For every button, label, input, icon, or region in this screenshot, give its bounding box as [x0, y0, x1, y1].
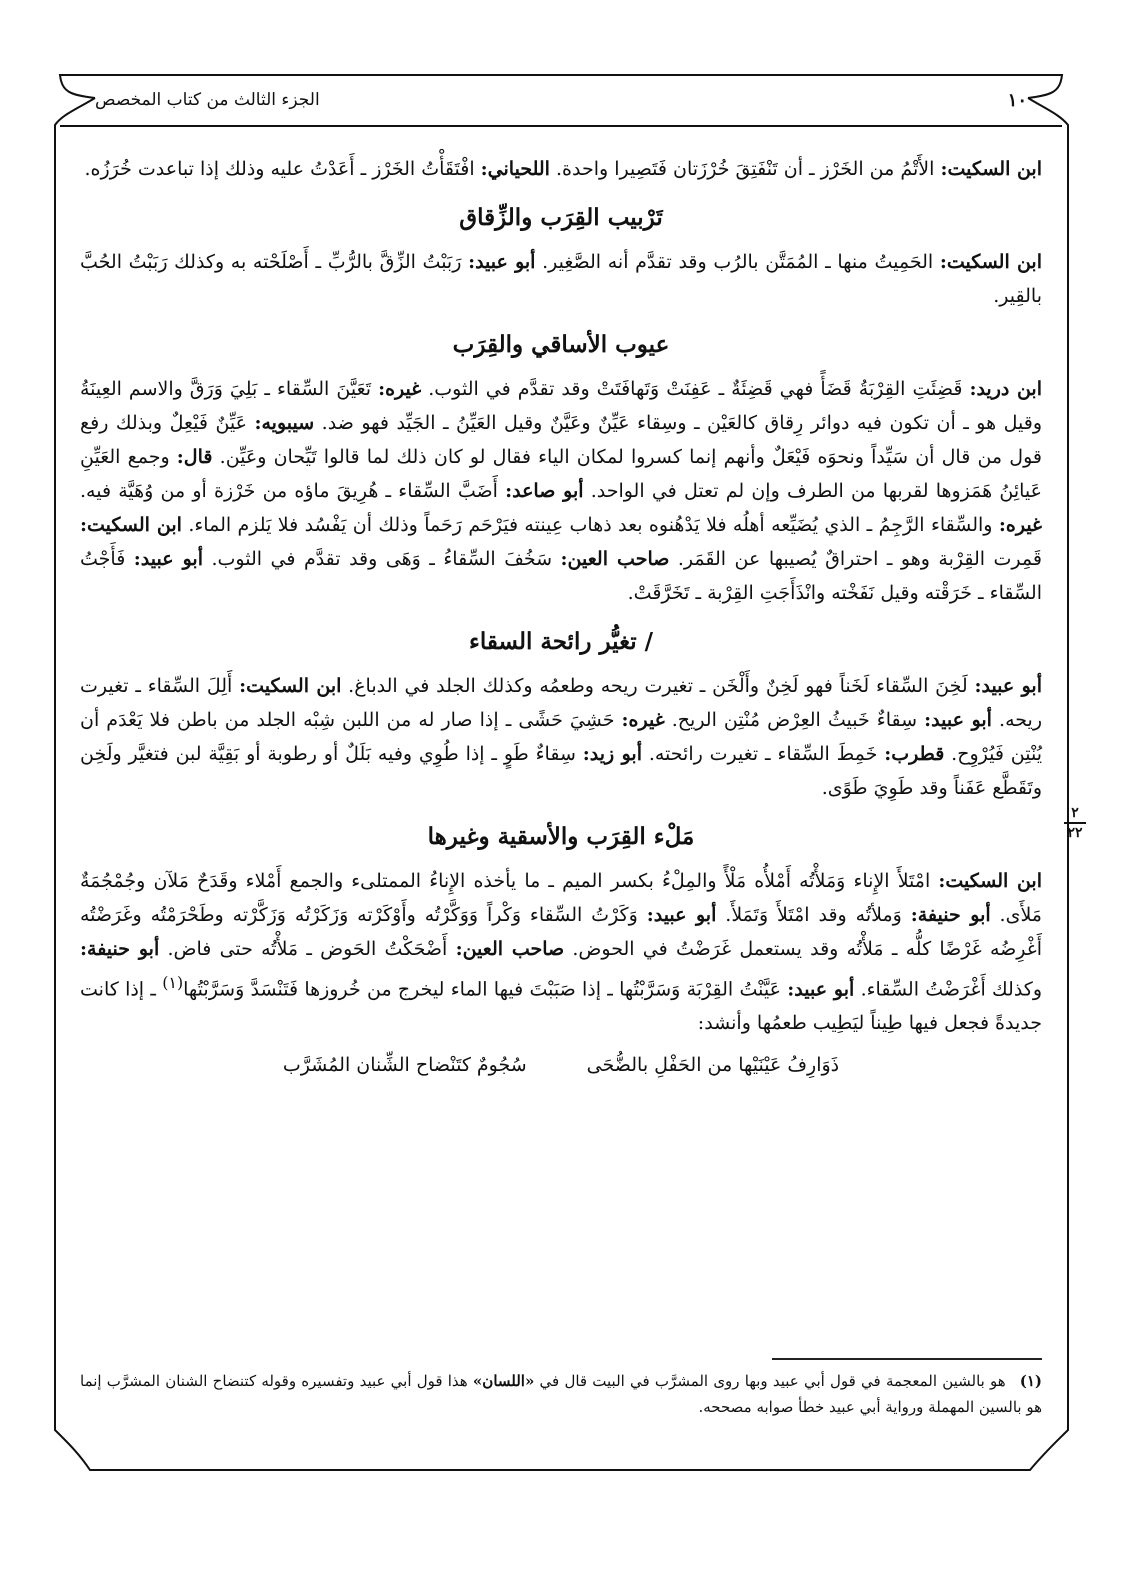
margin-marker-bottom: ٢٢: [1067, 825, 1083, 841]
source-name: قطرب:: [884, 743, 945, 765]
page-header: [95, 90, 1027, 116]
paragraph-text: عَيِّنٌ فَيْعِلٌ وبذلك رفع قول من قال أن سَيِّداً ونحوَه فَيْعَلٌ وأنهم إنما كسروا لمكان الياء فقال لو كان ذلك لما قالوا تَيِّحان وعَيِّن.: [80, 412, 1042, 468]
source-name: ابن السكيت:: [940, 158, 1042, 180]
source-name: غيره:: [621, 709, 665, 731]
source-name: ابن السكيت:: [80, 514, 182, 536]
source-name: أبو حنيفة:: [80, 938, 160, 960]
paragraph-text: وجمع العَيِّنِ عَيائِنُ هَمَزوها لقربها من الطرف وإن لم تعتل في الواحد.: [80, 446, 1042, 502]
source-name: قال:: [176, 446, 213, 468]
page-content: [80, 152, 1042, 1076]
paragraph-text: قَضِئَتِ القِرْبَةُ قَضَأً فهي قَضِئَةٌ ـ عَفِنَتْ وَتَهافَتَتْ وقد تقدَّم في الثوب.: [421, 378, 970, 400]
paragraph-text: وَكَرْتُ السِّقاء وَكْراً وَوَكَّرْتُه وأَوْكَرْته وَزَكَرْتُه وَزَكَّرْته وطَحْرَمْتُه وغَرَضْتُه أَغْرِضُه غَرْضًا كلُّه ـ مَلأْتُه وقد يستعمل غَرَضْتُ في الحوض.: [80, 904, 1042, 960]
paragraph-text: خَمِطَ السِّقاء ـ تغيرت رائحته.: [641, 743, 885, 765]
source-name: سيبويه:: [254, 412, 315, 434]
paragraph-text: افْتَقَأْتُ الخَرْز ـ أَعَدْتُ عليه وذلك إذا تباعدت خُرَزُه.: [84, 158, 481, 180]
paragraph-text: أَضْحَكْتُ الحَوض ـ مَلأْتُه حتى فاض.: [159, 938, 456, 960]
paragraph-text: سِقاءٌ خَبيثُ العِرْض مُنْتِن الريح.: [664, 709, 925, 731]
source-name: اللحياني:: [480, 158, 550, 180]
section-heading-taghayyur: / تغيُّر رائحة السقاء: [469, 628, 653, 655]
section1-paragraph: [80, 245, 1042, 313]
source-name: أبو عبيد:: [133, 548, 204, 570]
paragraph-text: حَشِيَ حَشًى ـ إذا صار له من اللبن شِبْه الجلد من باطن فلا يَعْدَم أن يُنْتِن فَيُرْوِح.: [80, 709, 1042, 765]
paragraph-text: امْتَلأَ الإِناء وَمَلأْتُه أَمْلأُه مَلْأً والمِلْءُ بكسر الميم ـ ما يأخذه الإِناءُ الممتلىء والجمع أَمْلاء وقَدَحٌ مَلآن وجُمْجُمَةٌ مَلأَى.: [80, 870, 1042, 926]
source-name: ابن دريد:: [969, 378, 1042, 400]
paragraph-text: سَخُفَ السِّقاءُ ـ وَهَى وقد تقدَّم في الثوب.: [203, 548, 561, 570]
footnote-text: هذا قول أبي عبيد وتفسيره وقوله كتنضاح الشنان المشرَّب إنما هو بالسين المهملة ورواية أبي عبيد خطأ صوابه مصححه.: [80, 1372, 1042, 1416]
footnote-reference: (١): [162, 973, 184, 992]
paragraph-text: أَلِلَ السِّقاء ـ تغيرت ريحه.: [80, 675, 1042, 731]
intro-paragraph: [80, 152, 1042, 186]
margin-marker-top: ٢: [1071, 805, 1079, 821]
section2-paragraph: [80, 372, 1042, 610]
section-heading-tarbib: تَرْبيب القِرَب والزِّقاق: [459, 204, 663, 231]
poem-verse: [80, 1054, 1042, 1076]
page-number: ١٠: [1007, 90, 1027, 111]
source-name: أبو عبيد:: [787, 978, 855, 1001]
paragraph-text: تَعَيَّنَ السِّقاء ـ بَلِيَ وَرَقَّ والاسم العِينَةُ وقيل هو ـ أن تكون فيه دوائر رِقاق كالعَيْن ـ وسِقاء عَيِّنٌ وعَيَّنٌ وقيل العَيِّنُ ـ الجَيِّد فهو ضد.: [80, 378, 1042, 434]
paragraph-text: فَأَجْتُ السِّقاء ـ خَرَقْته وقيل نَفَخْته وانْذَأَجَتِ القِرْبة ـ تَخَرَّقَتْ.: [80, 548, 1042, 604]
paragraph-text: وكذلك أَغْرَضْتُ السِّقاء.: [854, 978, 1043, 1001]
footnote-number: (١): [1019, 1372, 1042, 1390]
source-name: أبو زيد:: [582, 743, 642, 765]
paragraph-text: والسِّقاء الرَّجِمُ ـ الذي يُضَيِّعه أهلُه فلا يَدْهُنوه بعد ذهاب عِينته فيَرْحَم رَحَماً وذلك أن يَفْسُد فلا يَلزم الماء.: [181, 514, 999, 536]
paragraph-text: ـ إذا كانت جديدةً فجعل فيها طِيناً ليَطِيب طعمُها وأنشد:: [80, 978, 1042, 1035]
section3-paragraph: [80, 669, 1042, 805]
source-name: أبو عبيد:: [924, 709, 992, 731]
source-name: ابن السكيت:: [939, 251, 1043, 273]
footnote-source: «اللسان»: [472, 1372, 535, 1390]
section4-paragraph: [80, 864, 1042, 1040]
running-head: الجزء الثالث من كتاب المخصص: [95, 90, 320, 110]
paragraph-text: رَبَبْتُ الزِّقَّ بالرُّبِّ ـ أَصْلَحْته به وكذلك رَبَبْتُ الحُبَّ بالقِير.: [80, 251, 1042, 307]
source-name: أبو عبيد:: [468, 251, 536, 273]
paragraph-text: لَخِنَ السِّقاء لَخَناً فهو لَخِنٌ وأَلْخَن ـ تغيرت ريحه وطعمُه وكذلك الجلد في الدباغ.: [341, 675, 975, 697]
verse-second-hemistich: سُجُومٌ كتَنْضاح الشِّنان المُشَرَّب: [282, 1054, 527, 1077]
source-name: أبو حنيفة:: [910, 904, 991, 926]
section-heading-mal: مَلْء القِرَب والأسقية وغيرها: [427, 823, 695, 850]
footnote: [80, 1368, 1042, 1420]
source-name: ابن السكيت:: [239, 675, 342, 697]
paragraph-text: سِقاءٌ طَوٍ ـ إذا طُوِي وفيه بَلَلٌ أو رطوبة أو بَقِيَّة لبن فتغيَّر ولَخِن وتَقَطَّع عَفَناً وقد طَوِيَ طَوًى.: [80, 743, 1042, 799]
paragraph-text: قَمِرت القِرْبة وهو ـ احتراقٌ يُصيبها عن القَمَر.: [669, 548, 1042, 570]
source-name: صاحب العين:: [560, 548, 670, 570]
margin-marker-bar: [1064, 822, 1086, 824]
source-name: أبو عبيد:: [974, 675, 1042, 697]
source-name: أبو عبيد:: [646, 904, 717, 926]
paragraph-text: عَيَّنْتُ القِرْبَة وَسَرَّبْتُها ـ إذا صَبَبْتَ فيها الماء ليخرج من خُروزها فَتَنْسَدَّ وَسَرَّبْتُها: [183, 978, 788, 1001]
section-heading-uyub: عيوب الأساقي والقِرَب: [452, 331, 670, 358]
paragraph-text: الحَمِيتُ منها ـ المُمَتَّن بالرُب وقد تقدَّم أنه الصَّغِير.: [535, 251, 940, 273]
source-name: غيره:: [998, 514, 1042, 536]
verse-first-hemistich: ذَوَارِفُ عَيْنَيْها من الحَفْلِ بالضُّحَى: [586, 1054, 840, 1077]
paragraph-text: الأَتْمُ من الخَرْز ـ أن تَنْفَتِقَ خُرْزَتان فَتَصِيرا واحدة.: [549, 158, 941, 180]
source-name: صاحب العين:: [455, 938, 565, 960]
margin-page-marker: [1064, 806, 1086, 840]
source-name: غيره:: [378, 378, 422, 400]
footnote-divider: [772, 1358, 1042, 1360]
footnote-text: هو بالشين المعجمة في قول أبي عبيد وبها روى المشرَّب في البيت قال في: [534, 1372, 1006, 1390]
source-name: أبو صاعد:: [505, 480, 584, 502]
source-name: ابن السكيت:: [938, 870, 1043, 892]
paragraph-text: وَملأتُه وقد امْتَلأَ وَتَمَلأَ.: [716, 904, 911, 926]
paragraph-text: أَضَبَّ السِّقاء ـ هُرِيقَ ماؤه من خَرْزة أو من وُهَيَّة فيه.: [80, 480, 506, 502]
